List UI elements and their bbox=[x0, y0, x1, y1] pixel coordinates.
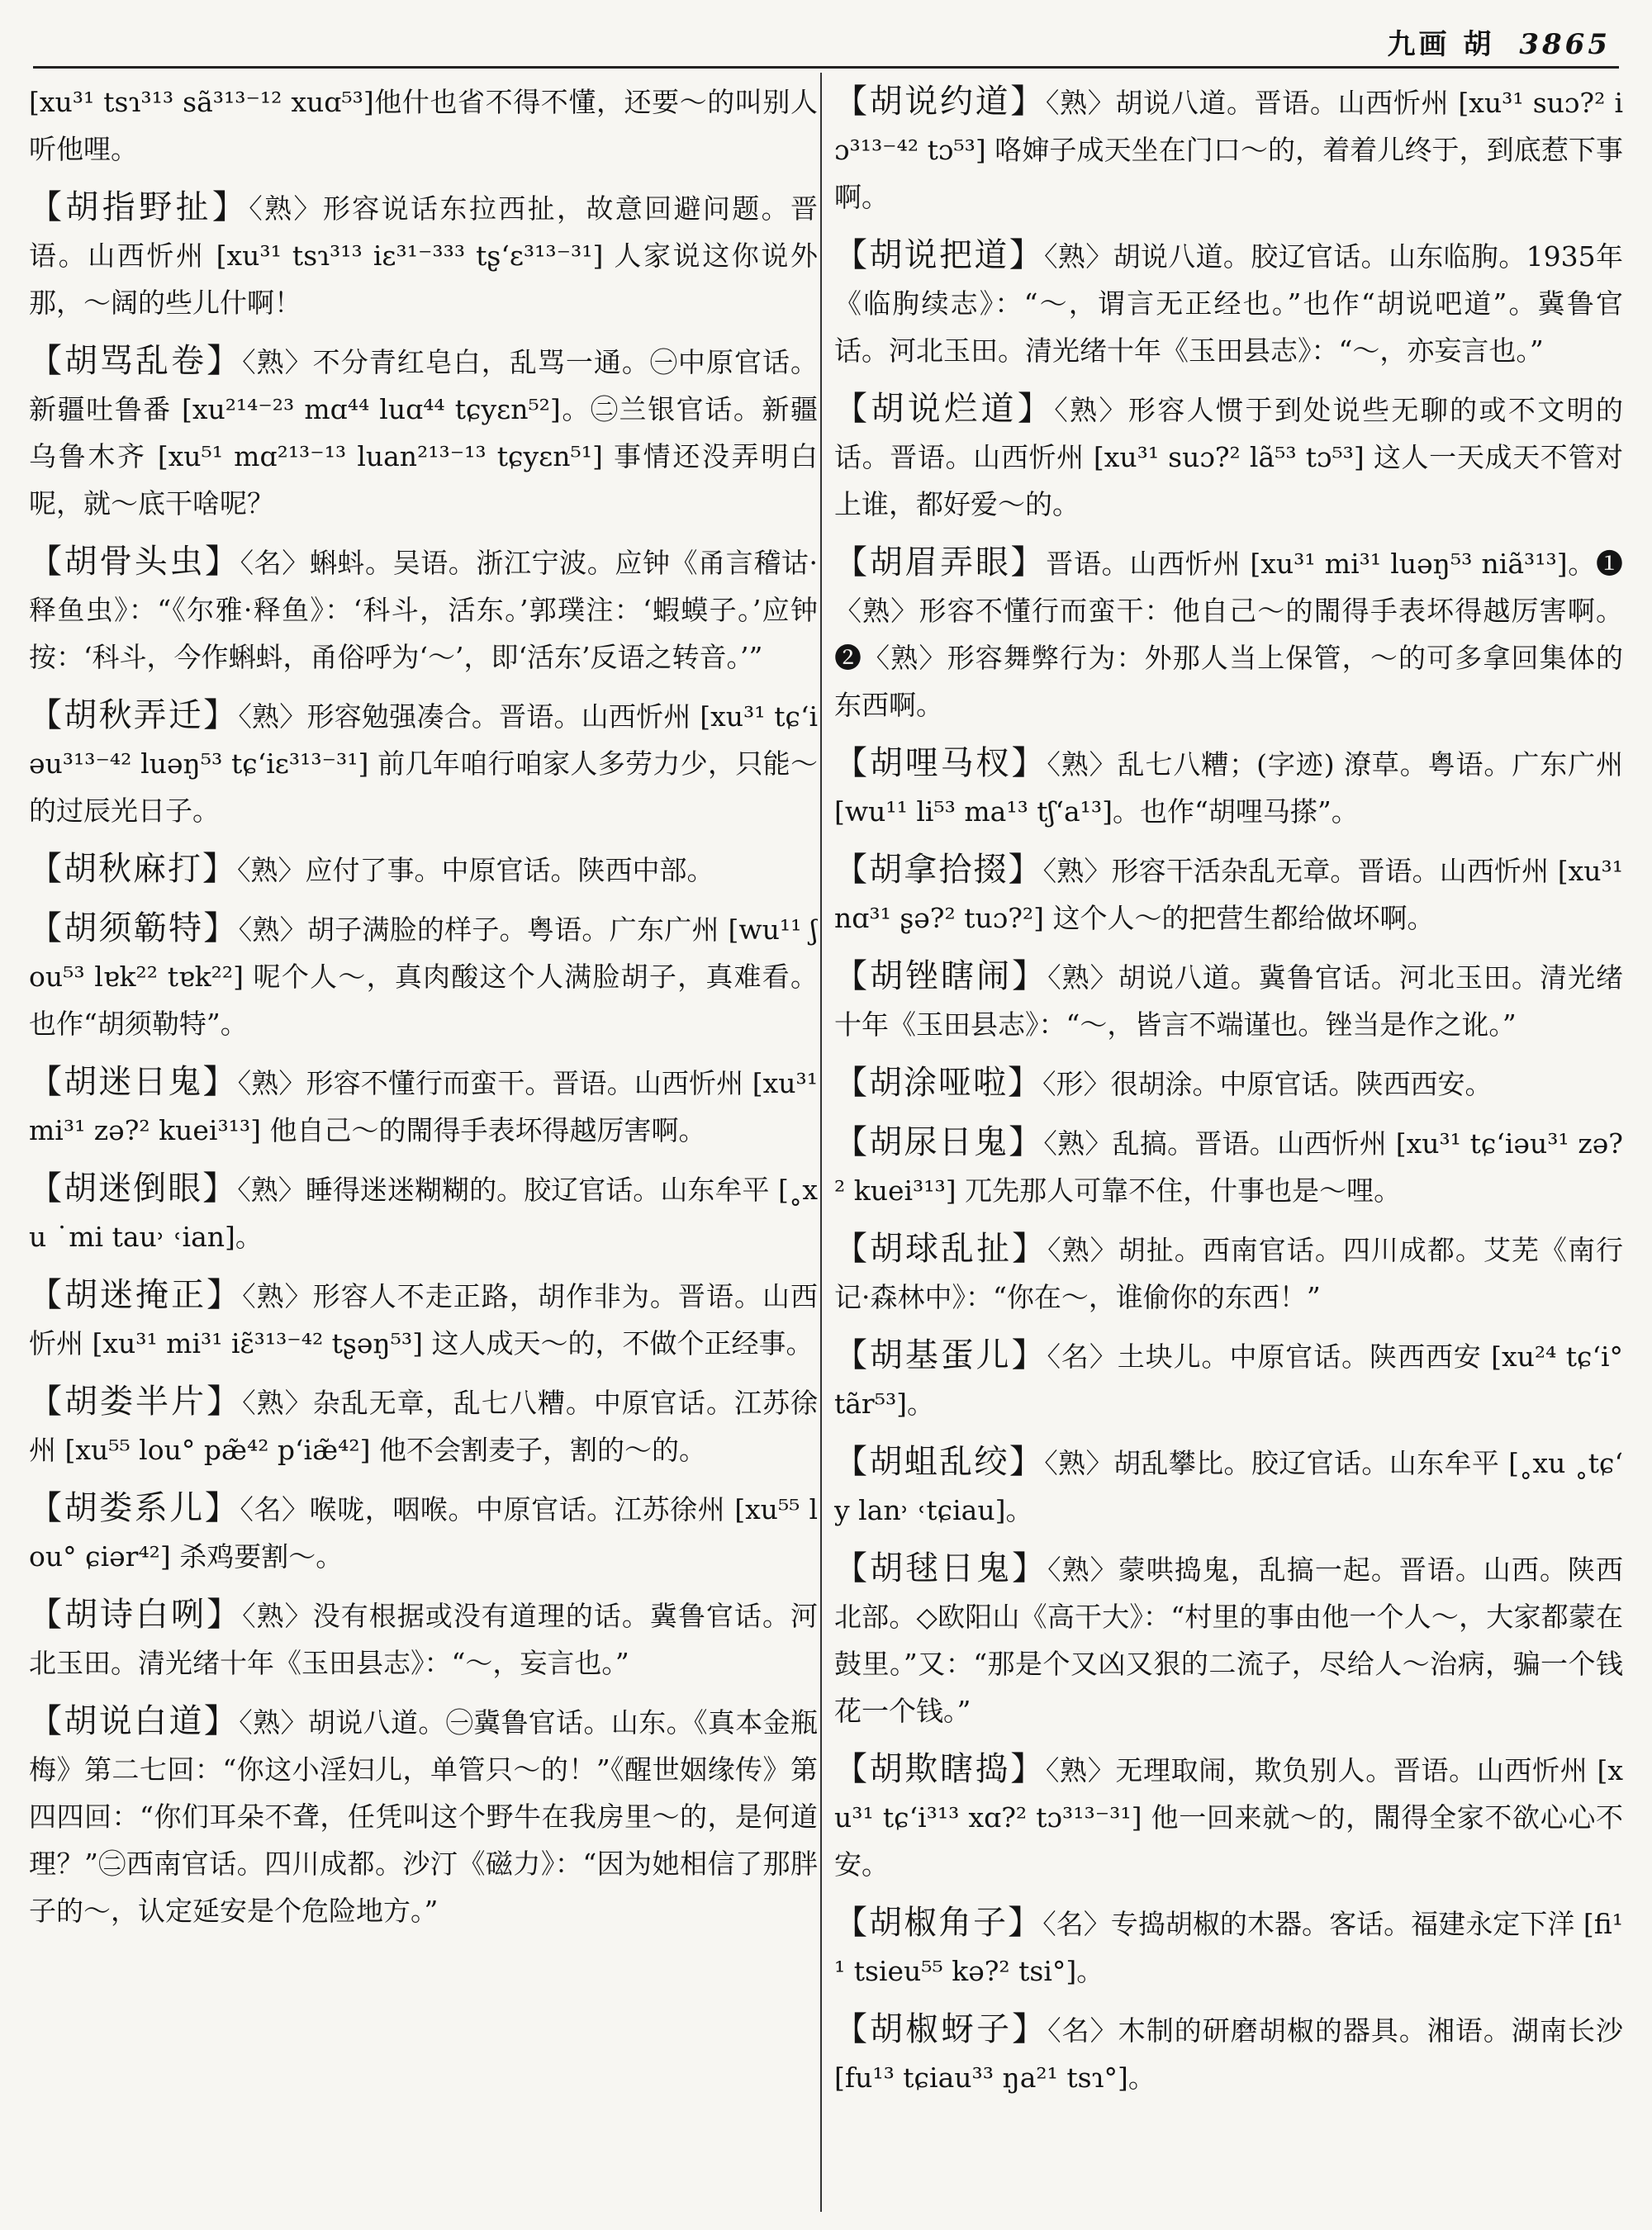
dictionary-entry bbox=[834, 1226, 1623, 1321]
dictionary-entry bbox=[29, 539, 818, 681]
entry-definition: 〈形〉很胡涂。中原官话。陕西西安。 bbox=[1042, 1068, 1493, 1100]
dictionary-entry bbox=[29, 1378, 818, 1473]
dictionary-entry bbox=[834, 847, 1623, 942]
right-column bbox=[834, 78, 1623, 2209]
dictionary-entry bbox=[834, 1060, 1623, 1108]
entry-definition: 〈熟〉形容勉强凑合。晋语。山西忻州 [xu³¹ tɕʻiəu³¹³⁻⁴² luəŋ⁵³ tɕʻiɛ³¹³⁻³¹] 前几年咱行咱家人多劳力少，只能～的过辰光日子。 bbox=[29, 700, 818, 827]
dictionary-entry bbox=[29, 1485, 818, 1580]
dictionary-entry bbox=[834, 1900, 1623, 1995]
entry-definition: 〈熟〉没有根据或没有道理的话。冀鲁官话。河北玉田。清光绪十年《玉田县志》：“～，妄言也。” bbox=[29, 1600, 818, 1679]
entry-headword: 【胡骨头虫】 bbox=[29, 543, 240, 581]
dictionary-entry bbox=[834, 2006, 1623, 2101]
entry-headword: 【胡椒角子】 bbox=[834, 1904, 1043, 1942]
entry-headword: 【胡毬日鬼】 bbox=[834, 1549, 1048, 1587]
dictionary-entry bbox=[29, 1698, 818, 1934]
running-head bbox=[1388, 21, 1611, 62]
entry-headword: 【胡哩马杈】 bbox=[834, 744, 1047, 782]
dictionary-entry bbox=[834, 232, 1623, 374]
dictionary-entry bbox=[834, 1746, 1623, 1888]
dictionary-entry bbox=[29, 338, 818, 527]
entry-definition: 晋语。山西忻州 [xu³¹ mi³¹ luəŋ⁵³ niã³¹³]。❶〈熟〉形容不懂行而蛮干：他自己～的閙得手表坏得越厉害啊。❷〈熟〉形容舞弊行为：外那人当上保管，～的可多拿回集体的东西啊。 bbox=[834, 548, 1623, 721]
entry-headword: 【胡骂乱卷】 bbox=[29, 342, 243, 380]
entry-headword: 【胡基蛋儿】 bbox=[834, 1336, 1047, 1374]
entry-headword: 【胡欺瞎捣】 bbox=[834, 1750, 1046, 1788]
dictionary-entry bbox=[29, 692, 818, 834]
entry-headword: 【胡娄系儿】 bbox=[29, 1489, 240, 1527]
entry-definition: 〈名〉木制的研磨胡椒的器具。湘语。湖南长沙 [fu¹³ tɕiau³³ ŋa²¹ tsɿ°]。 bbox=[834, 2014, 1623, 2094]
entry-definition: 〈熟〉应付了事。中原官话。陕西中部。 bbox=[237, 854, 714, 886]
running-head-title: 九画 胡 bbox=[1387, 28, 1495, 61]
entry-headword: 【胡锉瞎闹】 bbox=[834, 957, 1048, 995]
dictionary-entry bbox=[834, 1439, 1623, 1534]
entry-definition: 〈熟〉胡子满脸的样子。粤语。广东广州 [wu¹¹ ʃou⁵³ lɐk²² tɐk²²] 呢个人～，真肉酸这个人满脸胡子，真难看。也作“胡须勒特”。 bbox=[29, 913, 818, 1040]
entry-definition: 〈熟〉不分青红皂白，乱骂一通。㊀中原官话。新疆吐鲁番 [xu²¹⁴⁻²³ mɑ⁴⁴ luɑ⁴⁴ tɕyɛn⁵²]。㊁兰银官话。新疆乌鲁木齐 [xu⁵¹ mɑ²¹³⁻¹³ luan²¹³⁻¹³ tɕyɛn⁵¹] 事情还没弄明白呢，就～底干啥呢？ bbox=[29, 346, 818, 520]
entry-headword: 【胡诗白咧】 bbox=[29, 1596, 243, 1634]
entry-headword: 【胡眉弄眼】 bbox=[834, 543, 1047, 581]
dictionary-entry bbox=[29, 78, 818, 173]
entry-headword: 【胡娄半片】 bbox=[29, 1383, 243, 1421]
entry-headword: 【胡迷倒眼】 bbox=[29, 1170, 238, 1208]
entry-headword: 【胡涂哑啦】 bbox=[834, 1064, 1042, 1102]
dictionary-entry bbox=[29, 1059, 818, 1154]
entry-definition: [xu³¹ tsɿ³¹³ sã³¹³⁻¹² xuɑ⁵³]他什也省不得不懂，还要～的叫别人听他哩。 bbox=[29, 86, 818, 165]
entry-definition: 〈熟〉形容人不走正路，胡作非为。晋语。山西忻州 [xu³¹ mi³¹ iɛ̃³¹³⁻⁴² tʂəŋ⁵³] 这人成天～的，不做个正经事。 bbox=[29, 1280, 818, 1359]
entry-headword: 【胡迷日鬼】 bbox=[29, 1063, 238, 1101]
entry-headword: 【胡秋麻打】 bbox=[29, 850, 237, 888]
dictionary-entry bbox=[834, 953, 1623, 1048]
entry-definition: 〈名〉专捣胡椒的木器。客话。福建永定下洋 [fi¹¹ tsieu⁵⁵ kə?² tsi°]。 bbox=[834, 1908, 1623, 1987]
entry-definition: 〈熟〉胡说八道。晋语。山西忻州 [xu³¹ suɔ?² iɔ³¹³⁻⁴² tɔ⁵³] 咯婶子成天坐在门口～的，着着儿终于，到底惹下事啊。 bbox=[834, 87, 1623, 213]
entry-headword: 【胡椒蚜子】 bbox=[834, 2010, 1048, 2048]
dictionary-entry bbox=[29, 905, 818, 1047]
dictionary-entry bbox=[29, 1272, 818, 1367]
entry-definition: 〈熟〉胡扯。西南官话。四川成都。艾芜《南行记·森林中》：“你在～，谁偷你的东西！” bbox=[834, 1234, 1623, 1313]
dictionary-entry bbox=[834, 1545, 1623, 1734]
dictionary-entry bbox=[834, 1119, 1623, 1214]
entry-definition: 〈熟〉睡得迷迷糊糊的。胶辽官话。山东牟平 [˳xu ˙mi tau˒ ˓ian]。 bbox=[29, 1174, 818, 1253]
entry-definition: 〈熟〉形容人惯于到处说些无聊的或不文明的话。晋语。山西忻州 [xu³¹ suɔ?² lã⁵³ tɔ⁵³] 这人一天成天不管对上谁，都好爱～的。 bbox=[834, 394, 1623, 520]
entry-definition: 〈名〉喉咙，咽喉。中原官话。江苏徐州 [xu⁵⁵ lou° ɕiər⁴²] 杀鸡要割～。 bbox=[29, 1493, 818, 1573]
entry-headword: 【胡拿拾掇】 bbox=[834, 851, 1043, 889]
entry-definition: 〈熟〉无理取闹，欺负别人。晋语。山西忻州 [xu³¹ tɕʻi³¹³ xɑ?² tɔ³¹³⁻³¹] 他一回来就～的，閙得全家不欲心心不安。 bbox=[834, 1754, 1623, 1881]
entry-headword: 【胡指野扯】 bbox=[29, 188, 249, 226]
dictionary-entry bbox=[29, 1592, 818, 1687]
entry-definition: 〈名〉土块儿。中原官话。陕西西安 [xu²⁴ tɕʻi° tãr⁵³]。 bbox=[834, 1340, 1623, 1420]
entry-definition: 〈名〉蝌蚪。吴语。浙江宁波。应钟《甬言稽诂·释鱼虫》：“《尔雅·释鱼》：‘科斗，活东。’郭璞注：‘蝦蟆子。’应钟按：‘科斗，今作蝌蚪，甬俗呼为‘～’，即‘活东’反语之转音。’” bbox=[29, 547, 818, 673]
dictionary-entry bbox=[834, 1332, 1623, 1427]
entry-headword: 【胡迷掩正】 bbox=[29, 1276, 243, 1314]
dictionary-entry bbox=[29, 1165, 818, 1260]
dictionary-entry bbox=[834, 740, 1623, 835]
dictionary-entry bbox=[834, 386, 1623, 528]
dictionary-entry bbox=[834, 78, 1623, 221]
entry-definition: 〈熟〉胡乱攀比。胶辽官话。山东牟平 [˳xu ˳tɕʻy lan˒ ˓tɕiau]。 bbox=[834, 1447, 1623, 1526]
entry-definition: 〈熟〉形容说话东拉西扯，故意回避问题。晋语。山西忻州 [xu³¹ tsɿ³¹³ iɛ³¹⁻³³³ tʂʻɛ³¹³⁻³¹] 人家说这你说外那，～阔的些儿什啊！ bbox=[29, 192, 818, 319]
entry-definition: 〈熟〉蒙哄捣鬼，乱搞一起。晋语。山西。陕西北部。◇欧阳山《高干大》：“村里的事由他一个人～，大家都蒙在鼓里。”又：“那是个又凶又狠的二流子，尽给人～治病，骗一个钱花一个钱。” bbox=[834, 1554, 1623, 1727]
entry-definition: 〈熟〉乱七八糟；(字迹) 潦草。粤语。广东广州 [wu¹¹ li⁵³ ma¹³ tʃʻa¹³]。也作“胡哩马搽”。 bbox=[834, 748, 1623, 828]
column-divider bbox=[820, 73, 822, 2212]
entry-headword: 【胡尿日鬼】 bbox=[834, 1123, 1044, 1161]
entry-headword: 【胡说把道】 bbox=[834, 236, 1045, 274]
entry-definition: 〈熟〉胡说八道。冀鲁官话。河北玉田。清光绪十年《玉田县志》：“～，皆言不端谨也。锉当是作之讹。” bbox=[834, 961, 1623, 1041]
entry-headword: 【胡说白道】 bbox=[29, 1702, 240, 1740]
entry-headword: 【胡说约道】 bbox=[834, 83, 1046, 121]
entry-definition: 〈熟〉杂乱无章，乱七八糟。中原官话。江苏徐州 [xu⁵⁵ lou° pæ̃⁴² pʻiæ̃⁴²] 他不会割麦子，割的～的。 bbox=[29, 1387, 818, 1466]
entry-definition: 〈熟〉形容干活杂乱无章。晋语。山西忻州 [xu³¹ nɑ³¹ ʂə?² tuɔ?²] 这个人～的把营生都给做坏啊。 bbox=[834, 855, 1623, 934]
page-number: 3865 bbox=[1519, 28, 1611, 61]
dictionary-entry bbox=[29, 184, 818, 326]
entry-headword: 【胡秋弄迁】 bbox=[29, 696, 239, 734]
page-header bbox=[33, 17, 1619, 69]
entry-headword: 【胡说烂道】 bbox=[834, 390, 1055, 428]
left-column bbox=[29, 78, 818, 2209]
entry-headword: 【胡蛆乱绞】 bbox=[834, 1443, 1045, 1481]
entry-definition: 〈熟〉乱搞。晋语。山西忻州 [xu³¹ tɕʻiəu³¹ zə?² kuei³¹³] 兀先那人可靠不住，什事也是～哩。 bbox=[834, 1127, 1623, 1207]
dictionary-entry bbox=[29, 846, 818, 894]
entry-definition: 〈熟〉形容不懂行而蛮干。晋语。山西忻州 [xu³¹ mi³¹ zə?² kuei³¹³] 他自己～的閙得手表坏得越厉害啊。 bbox=[29, 1067, 818, 1146]
entry-headword: 【胡球乱扯】 bbox=[834, 1230, 1048, 1268]
entry-headword: 【胡须簕特】 bbox=[29, 909, 239, 947]
dictionary-entry bbox=[834, 539, 1623, 728]
entry-definition: 〈熟〉胡说八道。㊀冀鲁官话。山东。《真本金瓶梅》第二七回：“你这小淫妇儿，单管只～的！”《醒世姻缘传》第四四回：“你们耳朵不聋，任凭叫这个野牛在我房里～的，是何道理？”㊁西南官话。四川成都。沙汀《磁力》：“因为她相信了那胖子的～，认定延安是个危险地方。” bbox=[29, 1706, 818, 1927]
entry-definition: 〈熟〉胡说八道。胶辽官话。山东临朐。1935年《临朐续志》：“～，谓言无正经也。”也作“胡说吧道”。冀鲁官话。河北玉田。清光绪十年《玉田县志》：“～，亦妄言也。” bbox=[834, 240, 1623, 367]
